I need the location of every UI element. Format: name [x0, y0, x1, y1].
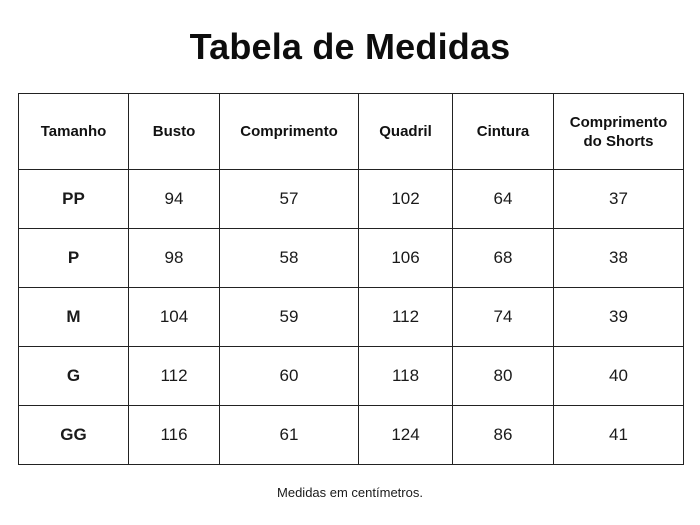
comprimento-value: 59 — [220, 288, 359, 347]
quadril-value: 112 — [359, 288, 453, 347]
table-row — [19, 406, 684, 465]
quadril-value: 106 — [359, 229, 453, 288]
header-comprimento-shorts-line-1: Comprimento — [569, 113, 668, 131]
header-comprimento: Comprimento — [220, 94, 359, 170]
header-comprimento-shorts — [554, 94, 684, 170]
header-busto: Busto — [129, 94, 220, 170]
size-label: GG — [19, 406, 129, 465]
size-label: G — [19, 347, 129, 406]
busto-value: 94 — [129, 170, 220, 229]
busto-value: 116 — [129, 406, 220, 465]
comprimento-shorts-value: 39 — [554, 288, 684, 347]
comprimento-shorts-value: 40 — [554, 347, 684, 406]
busto-value: 104 — [129, 288, 220, 347]
quadril-value: 102 — [359, 170, 453, 229]
busto-value: 98 — [129, 229, 220, 288]
quadril-value: 118 — [359, 347, 453, 406]
header-tamanho: Tamanho — [19, 94, 129, 170]
table-header-row — [19, 94, 684, 170]
comprimento-value: 60 — [220, 347, 359, 406]
quadril-value: 124 — [359, 406, 453, 465]
page-title: Tabela de Medidas — [189, 26, 511, 67]
header-quadril: Quadril — [359, 94, 453, 170]
cintura-value: 68 — [453, 229, 554, 288]
size-label: PP — [19, 170, 129, 229]
header-cintura: Cintura — [453, 94, 554, 170]
comprimento-value: 57 — [220, 170, 359, 229]
header-comprimento-shorts-line-2: do Shorts — [583, 132, 654, 150]
comprimento-shorts-value: 37 — [554, 170, 684, 229]
size-chart-table — [18, 93, 684, 465]
size-label: M — [19, 288, 129, 347]
cintura-value: 86 — [453, 406, 554, 465]
table-row — [19, 288, 684, 347]
busto-value: 112 — [129, 347, 220, 406]
comprimento-shorts-value: 41 — [554, 406, 684, 465]
table-row — [19, 347, 684, 406]
comprimento-value: 58 — [220, 229, 359, 288]
size-label: P — [19, 229, 129, 288]
footnote: Medidas em centímetros. — [277, 485, 423, 500]
comprimento-value: 61 — [220, 406, 359, 465]
cintura-value: 64 — [453, 170, 554, 229]
comprimento-shorts-value: 38 — [554, 229, 684, 288]
cintura-value: 80 — [453, 347, 554, 406]
cintura-value: 74 — [453, 288, 554, 347]
table-row — [19, 170, 684, 229]
table-row — [19, 229, 684, 288]
